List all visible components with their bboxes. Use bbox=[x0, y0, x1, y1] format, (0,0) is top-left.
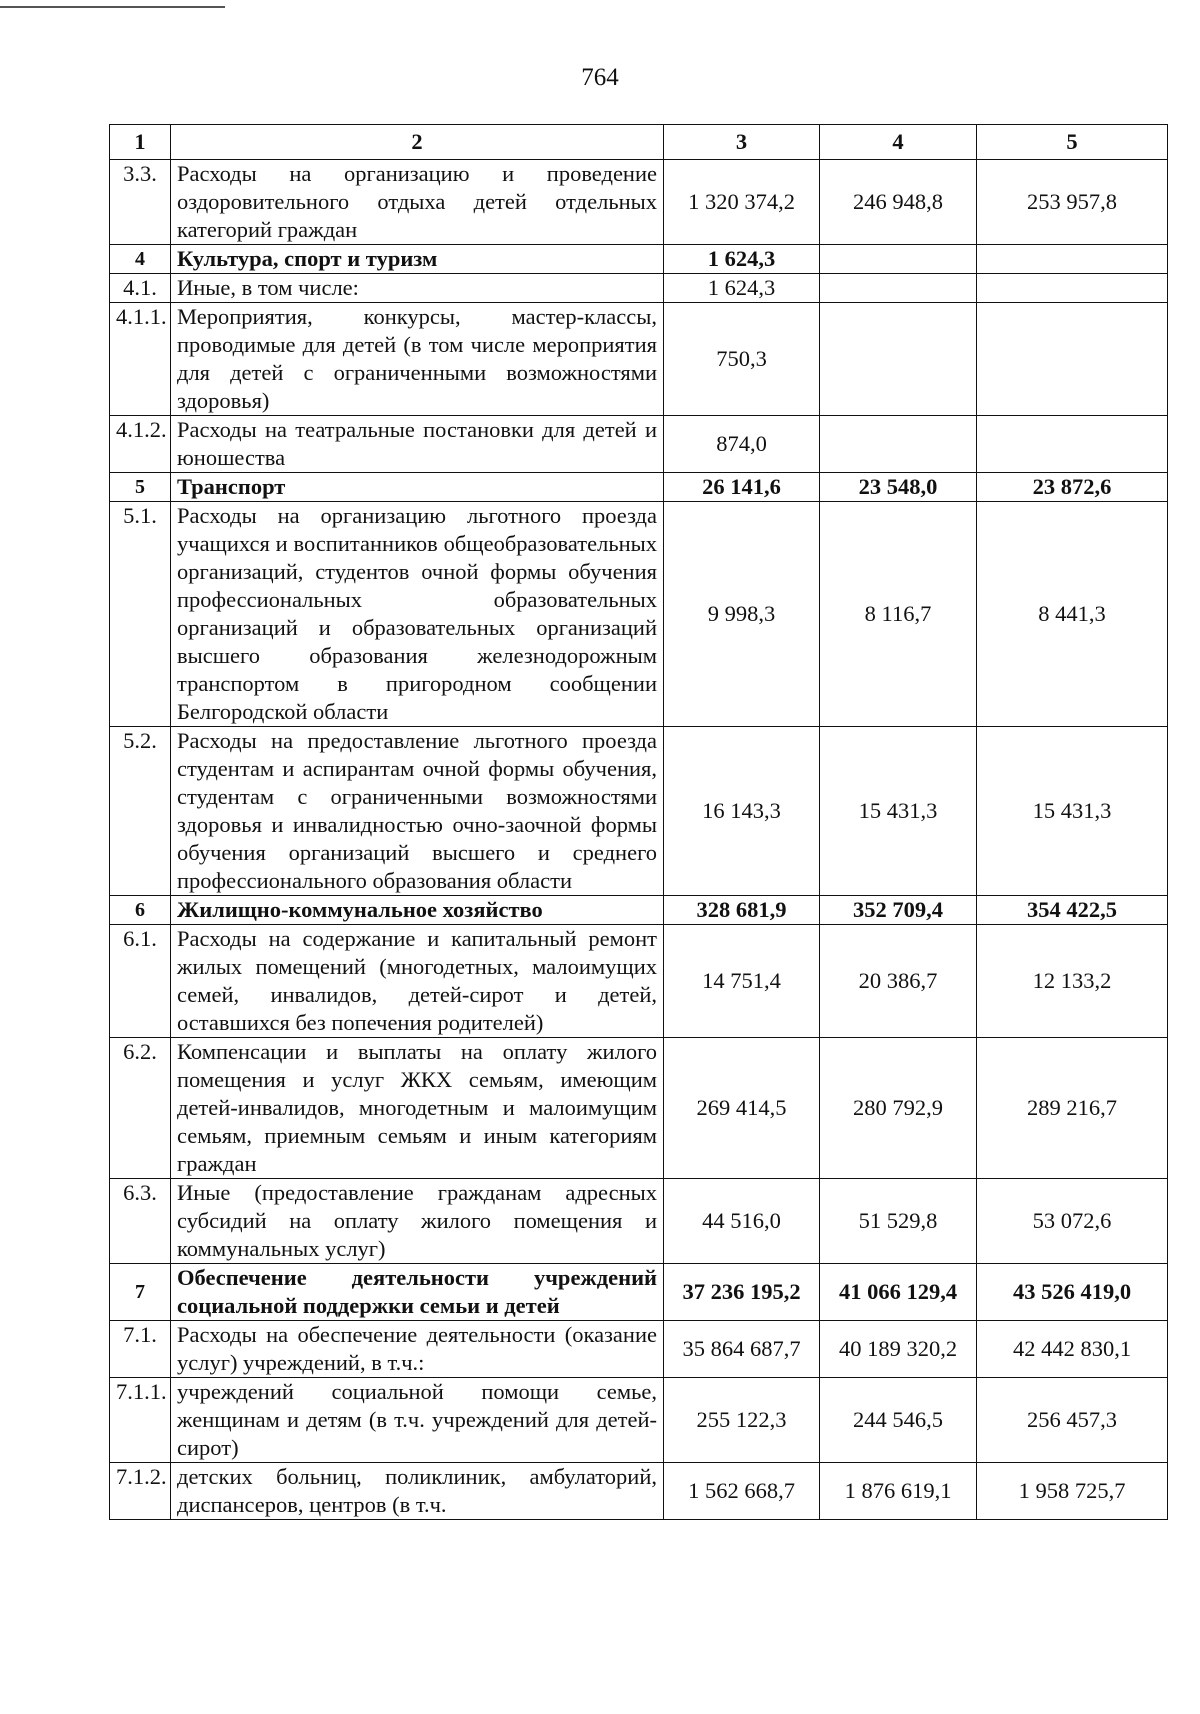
value-col-5: 354 422,5 bbox=[977, 896, 1168, 925]
header-col-5: 5 bbox=[977, 125, 1168, 160]
row-number: 5 bbox=[110, 473, 171, 502]
header-col-2: 2 bbox=[171, 125, 664, 160]
value-col-3: 14 751,4 bbox=[664, 925, 820, 1038]
row-description: детских больниц, поликлиник, амбулаторий, диспансеров, центров (в т.ч. bbox=[171, 1463, 664, 1520]
value-col-5: 42 442 830,1 bbox=[977, 1321, 1168, 1378]
table-row bbox=[110, 274, 1168, 303]
table-row bbox=[110, 1463, 1168, 1520]
value-col-3: 35 864 687,7 bbox=[664, 1321, 820, 1378]
row-description: Мероприятия, конкурсы, мастер-классы, проводимые для детей (в том числе мероприятия для детей с ограниченными возможностями здоровья) bbox=[171, 303, 664, 416]
value-col-5: 53 072,6 bbox=[977, 1179, 1168, 1264]
value-col-4: 20 386,7 bbox=[820, 925, 977, 1038]
value-col-3: 874,0 bbox=[664, 416, 820, 473]
value-col-5: 15 431,3 bbox=[977, 727, 1168, 896]
row-description: Культура, спорт и туризм bbox=[171, 245, 664, 274]
table-row bbox=[110, 473, 1168, 502]
value-col-4: 41 066 129,4 bbox=[820, 1264, 977, 1321]
value-col-5: 43 526 419,0 bbox=[977, 1264, 1168, 1321]
row-description: Расходы на театральные постановки для детей и юношества bbox=[171, 416, 664, 473]
table-row bbox=[110, 416, 1168, 473]
table-row bbox=[110, 896, 1168, 925]
value-col-4: 246 948,8 bbox=[820, 160, 977, 245]
row-number: 4.1. bbox=[110, 274, 171, 303]
row-description: учреждений социальной помощи семье, женщинам и детям (в т.ч. учреждений для детей-сирот) bbox=[171, 1378, 664, 1463]
row-description: Иные (предоставление гражданам адресных субсидий на оплату жилого помещения и коммунальных услуг) bbox=[171, 1179, 664, 1264]
value-col-5 bbox=[977, 274, 1168, 303]
table-row bbox=[110, 925, 1168, 1038]
table-row bbox=[110, 502, 1168, 727]
value-col-5: 289 216,7 bbox=[977, 1038, 1168, 1179]
row-description: Расходы на содержание и капитальный ремонт жилых помещений (многодетных, малоимущих семей, инвалидов, детей-сирот и детей, оставшихся без попечения родителей) bbox=[171, 925, 664, 1038]
row-number: 7.1.1. bbox=[110, 1378, 171, 1463]
row-description: Обеспечение деятельности учреждений социальной поддержки семьи и детей bbox=[171, 1264, 664, 1321]
value-col-3: 1 320 374,2 bbox=[664, 160, 820, 245]
budget-table bbox=[109, 124, 1168, 1520]
value-col-3: 44 516,0 bbox=[664, 1179, 820, 1264]
row-description: Транспорт bbox=[171, 473, 664, 502]
table-row bbox=[110, 1038, 1168, 1179]
row-number: 6.3. bbox=[110, 1179, 171, 1264]
row-number: 6 bbox=[110, 896, 171, 925]
value-col-5 bbox=[977, 416, 1168, 473]
value-col-3: 26 141,6 bbox=[664, 473, 820, 502]
header-row bbox=[110, 125, 1168, 160]
row-number: 7 bbox=[110, 1264, 171, 1321]
value-col-4: 280 792,9 bbox=[820, 1038, 977, 1179]
value-col-4 bbox=[820, 274, 977, 303]
value-col-5: 8 441,3 bbox=[977, 502, 1168, 727]
value-col-5: 1 958 725,7 bbox=[977, 1463, 1168, 1520]
row-description: Расходы на организацию льготного проезда учащихся и воспитанников общеобразовательных организаций, студентов очной формы обучения профессиональных образовательных организаций и образовательных организаций высшего образования железнодорожным транспортом в пригородном сообщении Белгородской области bbox=[171, 502, 664, 727]
value-col-5 bbox=[977, 245, 1168, 274]
header-col-4: 4 bbox=[820, 125, 977, 160]
value-col-3: 1 562 668,7 bbox=[664, 1463, 820, 1520]
value-col-3: 269 414,5 bbox=[664, 1038, 820, 1179]
value-col-3: 328 681,9 bbox=[664, 896, 820, 925]
row-description: Иные, в том числе: bbox=[171, 274, 664, 303]
header-col-1: 1 bbox=[110, 125, 171, 160]
row-number: 4.1.2. bbox=[110, 416, 171, 473]
value-col-3: 1 624,3 bbox=[664, 274, 820, 303]
value-col-4: 40 189 320,2 bbox=[820, 1321, 977, 1378]
page-number: 764 bbox=[581, 64, 619, 91]
table-row bbox=[110, 160, 1168, 245]
row-description: Расходы на предоставление льготного проезда студентам и аспирантам очной формы обучения, студентам с ограниченными возможностями здоровья и инвалидностью очно-заочной формы обучения организаций высшего и среднего профессионального образования области bbox=[171, 727, 664, 896]
table-row bbox=[110, 245, 1168, 274]
row-description: Расходы на обеспечение деятельности (оказание услуг) учреждений, в т.ч.: bbox=[171, 1321, 664, 1378]
value-col-3: 255 122,3 bbox=[664, 1378, 820, 1463]
value-col-4: 244 546,5 bbox=[820, 1378, 977, 1463]
table-row bbox=[110, 727, 1168, 896]
value-col-4 bbox=[820, 416, 977, 473]
value-col-4: 23 548,0 bbox=[820, 473, 977, 502]
value-col-5: 12 133,2 bbox=[977, 925, 1168, 1038]
table-row bbox=[110, 1264, 1168, 1321]
value-col-3: 1 624,3 bbox=[664, 245, 820, 274]
value-col-4: 51 529,8 bbox=[820, 1179, 977, 1264]
value-col-5: 23 872,6 bbox=[977, 473, 1168, 502]
row-description: Компенсации и выплаты на оплату жилого помещения и услуг ЖКХ семьям, имеющим детей-инвалидов, многодетным и малоимущим семьям, приемным семьям и иным категориям граждан bbox=[171, 1038, 664, 1179]
scan-border-line bbox=[0, 6, 225, 8]
value-col-3: 16 143,3 bbox=[664, 727, 820, 896]
value-col-3: 37 236 195,2 bbox=[664, 1264, 820, 1321]
value-col-5: 253 957,8 bbox=[977, 160, 1168, 245]
table-row bbox=[110, 1321, 1168, 1378]
row-description: Расходы на организацию и проведение оздоровительного отдыха детей отдельных категорий граждан bbox=[171, 160, 664, 245]
value-col-5 bbox=[977, 303, 1168, 416]
table-row bbox=[110, 303, 1168, 416]
row-number: 5.1. bbox=[110, 502, 171, 727]
value-col-4: 1 876 619,1 bbox=[820, 1463, 977, 1520]
value-col-4: 8 116,7 bbox=[820, 502, 977, 727]
row-number: 7.1. bbox=[110, 1321, 171, 1378]
row-number: 4 bbox=[110, 245, 171, 274]
row-number: 4.1.1. bbox=[110, 303, 171, 416]
value-col-5: 256 457,3 bbox=[977, 1378, 1168, 1463]
value-col-3: 9 998,3 bbox=[664, 502, 820, 727]
value-col-4: 15 431,3 bbox=[820, 727, 977, 896]
table-row bbox=[110, 1179, 1168, 1264]
table-row bbox=[110, 1378, 1168, 1463]
row-number: 3.3. bbox=[110, 160, 171, 245]
value-col-3: 750,3 bbox=[664, 303, 820, 416]
row-number: 6.2. bbox=[110, 1038, 171, 1179]
row-number: 7.1.2. bbox=[110, 1463, 171, 1520]
row-description: Жилищно-коммунальное хозяйство bbox=[171, 896, 664, 925]
header-col-3: 3 bbox=[664, 125, 820, 160]
value-col-4 bbox=[820, 303, 977, 416]
row-number: 5.2. bbox=[110, 727, 171, 896]
row-number: 6.1. bbox=[110, 925, 171, 1038]
value-col-4 bbox=[820, 245, 977, 274]
value-col-4: 352 709,4 bbox=[820, 896, 977, 925]
